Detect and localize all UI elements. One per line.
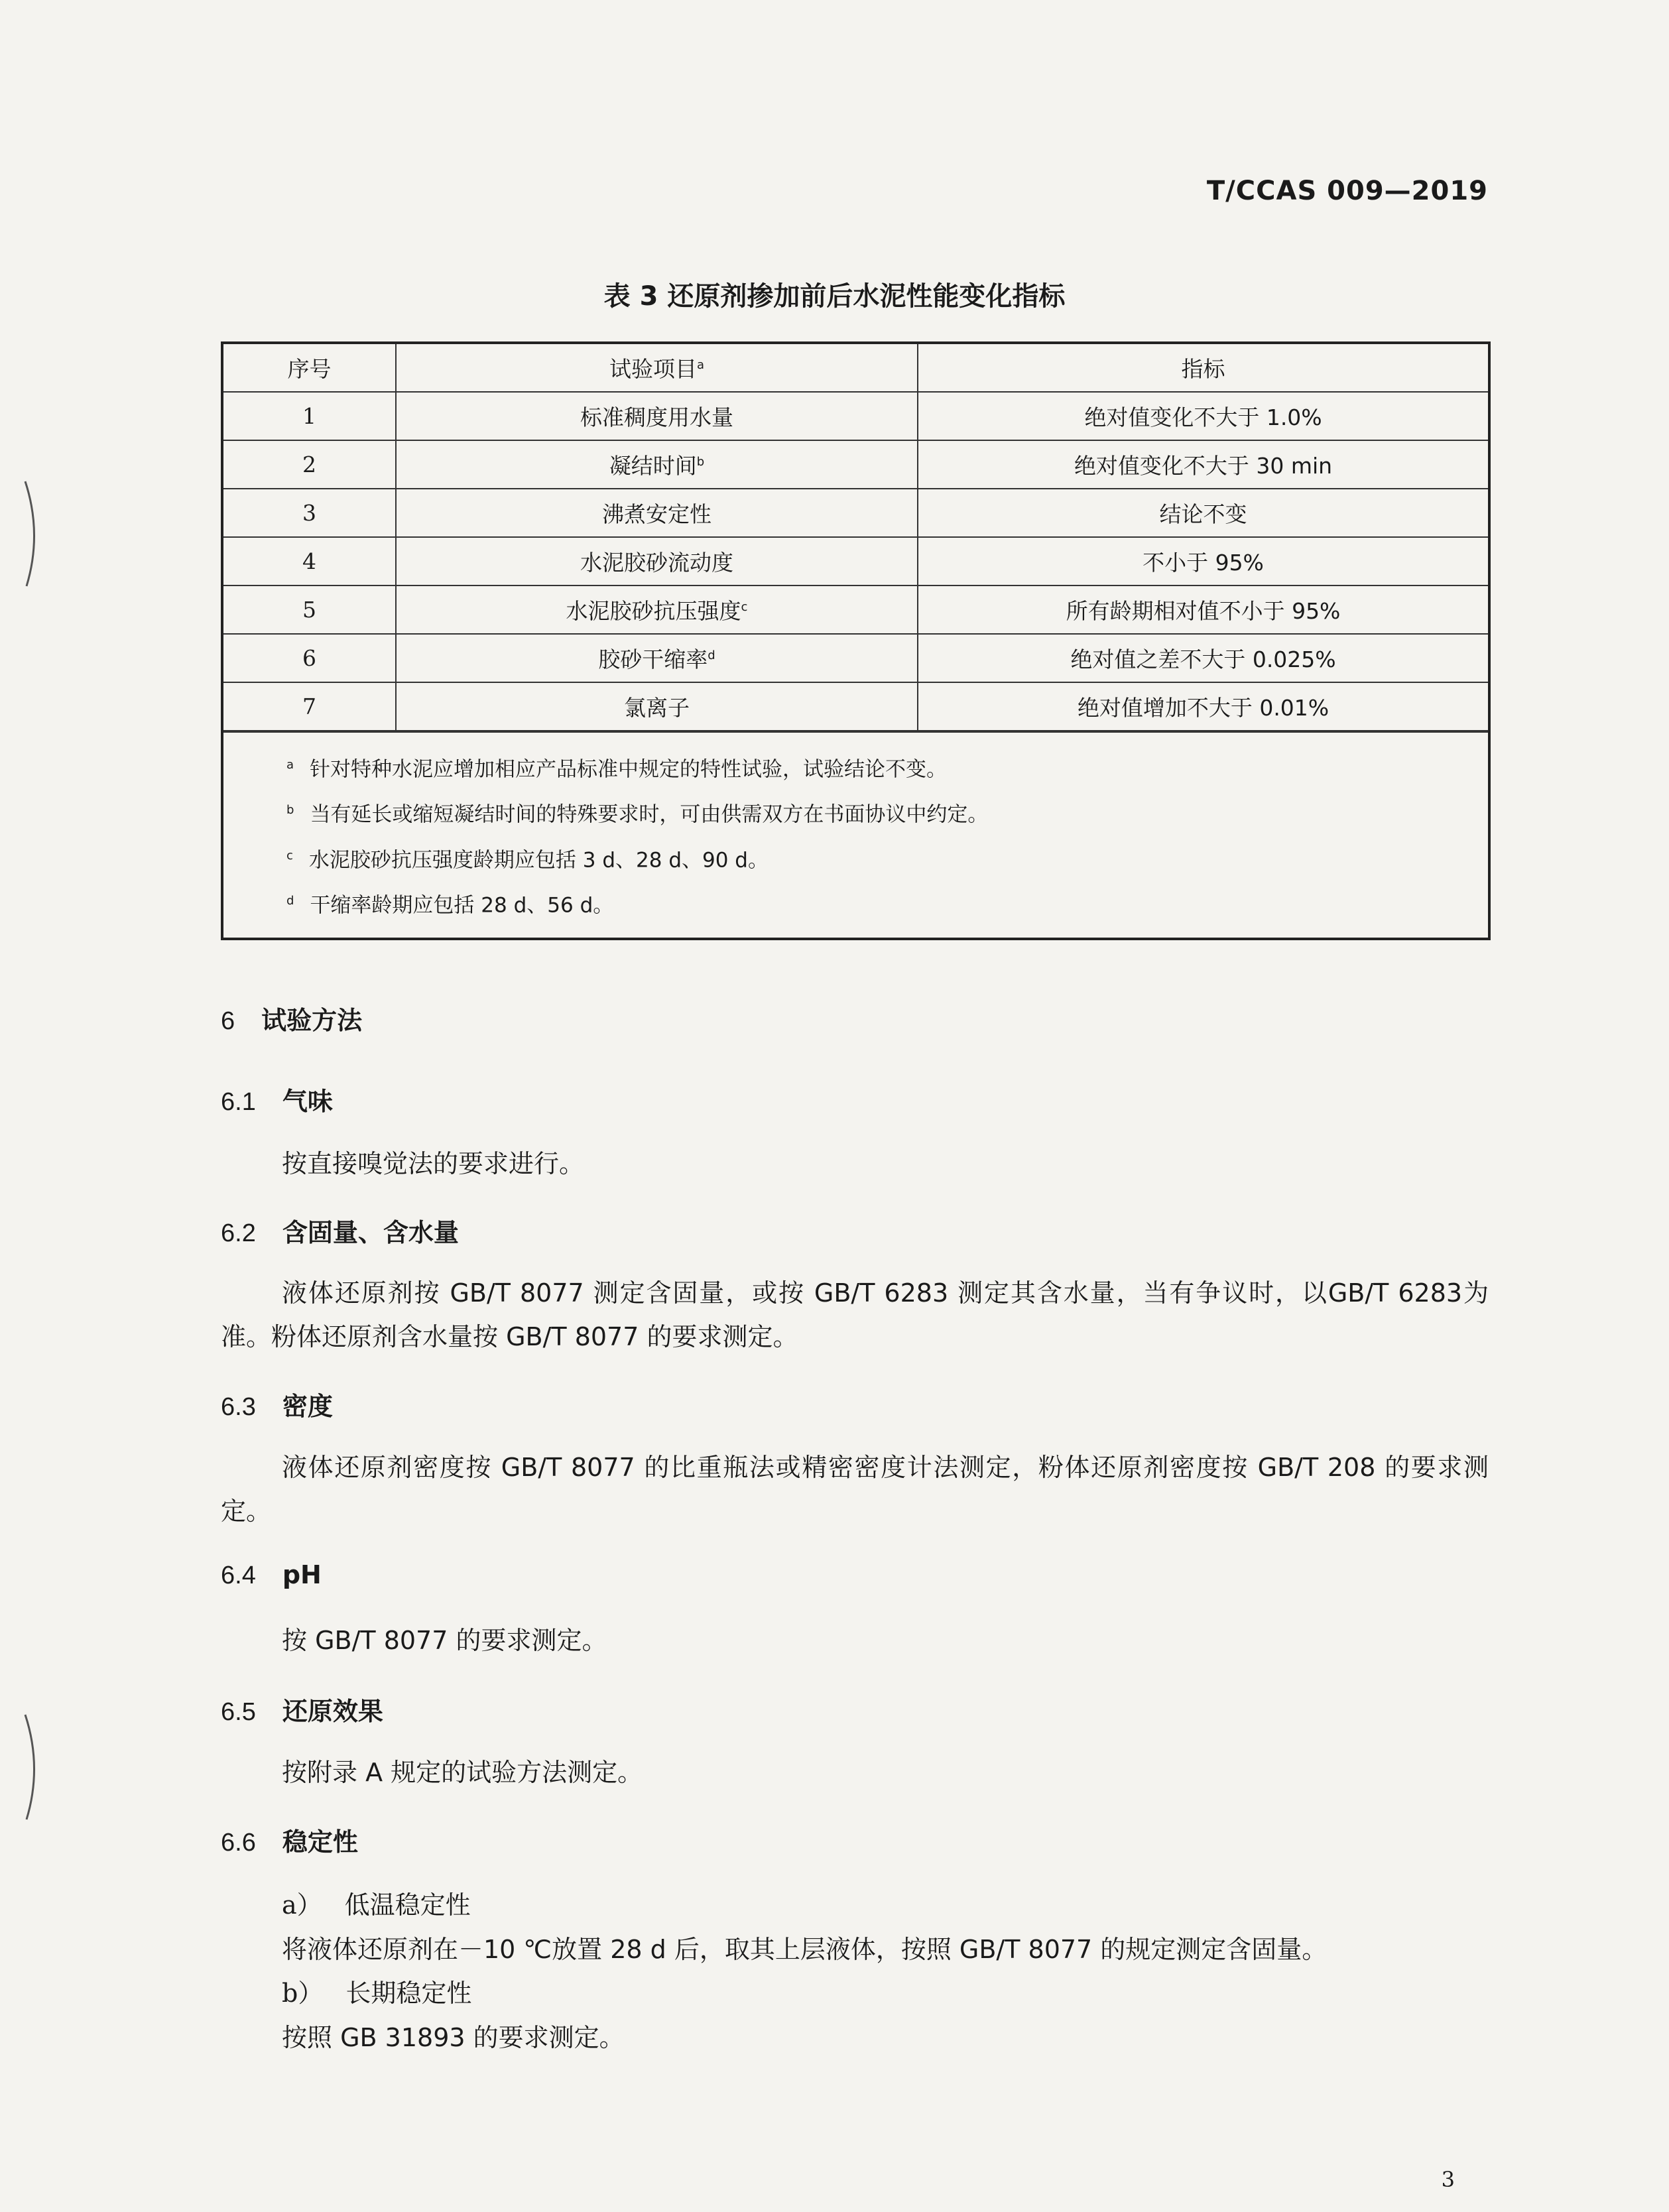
col-header-item-footnote: a	[696, 358, 705, 372]
cell-item-label: 凝结时间	[609, 453, 697, 479]
section-6-4-text: 按 GB/T 8077 的要求测定。	[282, 1626, 607, 1655]
cell-no: 5	[223, 585, 396, 634]
section-number: 6.5	[221, 1698, 256, 1726]
cell-no: 6	[223, 634, 396, 682]
note-mark: d	[286, 893, 294, 908]
col-header-index: 指标	[918, 344, 1488, 392]
table-note	[286, 745, 1488, 790]
cell-index: 绝对值变化不大于 1.0%	[918, 392, 1488, 440]
binding-mark-top	[20, 477, 46, 590]
section-number: 6.6	[221, 1829, 256, 1857]
cell-index: 绝对值变化不大于 30 min	[918, 440, 1488, 489]
cell-item	[396, 682, 918, 731]
cell-item-label: 标准稠度用水量	[580, 404, 733, 430]
cell-index: 绝对值增加不大于 0.01%	[918, 682, 1488, 731]
section-6-3-heading	[221, 1386, 333, 1422]
section-title: 稳定性	[282, 1827, 358, 1857]
note-mark: a	[286, 758, 294, 772]
section-title: 还原效果	[282, 1697, 383, 1726]
section-6-5-heading	[221, 1691, 383, 1727]
item-b-heading	[282, 1973, 471, 2009]
page-number: 3	[1441, 2167, 1455, 2192]
cell-item-label: 胶砂干缩率	[598, 646, 708, 672]
item-a-heading	[282, 1884, 471, 1921]
note-mark: b	[286, 803, 294, 818]
cell-no: 3	[223, 489, 396, 537]
section-title: 含固量、含水量	[282, 1218, 459, 1247]
section-6-3-text: 液体还原剂密度按 GB/T 8077 的比重瓶法或精密密度计法测定，粉体还原剂密度按 GB/T 208 的要求测定。	[221, 1453, 1489, 1526]
cell-item	[396, 392, 918, 440]
cell-no: 7	[223, 682, 396, 731]
cell-no: 2	[223, 440, 396, 489]
cell-index: 结论不变	[918, 489, 1488, 537]
section-title: 密度	[282, 1392, 333, 1421]
cell-item	[396, 634, 918, 682]
section-6-5-text: 按附录 A 规定的试验方法测定。	[282, 1758, 643, 1787]
table-row	[223, 537, 1488, 585]
cell-item-footnote: b	[696, 455, 705, 469]
cell-item	[396, 585, 918, 634]
section-number: 6.2	[221, 1219, 256, 1247]
table-row	[223, 682, 1488, 731]
table-row	[223, 440, 1488, 489]
section-6-6-heading	[221, 1821, 358, 1858]
section-number: 6.3	[221, 1393, 256, 1421]
cell-item	[396, 440, 918, 489]
cell-item	[396, 537, 918, 585]
section-6-1-text: 按直接嗅觉法的要求进行。	[282, 1149, 585, 1178]
section-6-4-heading	[221, 1560, 322, 1590]
section-6-2-heading	[221, 1212, 459, 1249]
section-title: pH	[282, 1560, 322, 1589]
table-header-row	[223, 344, 1488, 392]
item-b-text: 按照 GB 31893 的要求测定。	[282, 2023, 625, 2052]
table-row	[223, 585, 1488, 634]
item-a-text: 将液体还原剂在－10 ℃放置 28 d 后，取其上层液体，按照 GB/T 8077 的规定测定含固量。	[282, 1935, 1328, 1964]
section-number: 6.1	[221, 1088, 256, 1116]
col-header-item-label: 试验项目	[609, 356, 697, 382]
cell-item-label: 氯离子	[624, 695, 690, 721]
note-text: 水泥胶砂抗压强度龄期应包括 3 d、28 d、90 d。	[308, 847, 769, 872]
section-6-2-text: 液体还原剂按 GB/T 8077 测定含固量，或按 GB/T 6283 测定其含水量，当有争议时，以GB/T 6283为准。粉体还原剂含水量按 GB/T 8077 的要求测定。	[221, 1278, 1489, 1351]
note-text: 针对特种水泥应增加相应产品标准中规定的特性试验，试验结论不变。	[310, 757, 948, 782]
section-number: 6	[221, 1007, 235, 1035]
section-title: 气味	[282, 1087, 333, 1116]
cell-item	[396, 489, 918, 537]
table-notes	[223, 731, 1488, 938]
item-title: 长期稳定性	[345, 1979, 472, 2008]
section-6-heading	[221, 1000, 362, 1036]
note-mark: c	[286, 848, 293, 863]
col-header-no: 序号	[223, 344, 396, 392]
item-label: b）	[282, 1979, 324, 2008]
cell-item-label: 水泥胶砂抗压强度	[566, 598, 741, 624]
document-code: T/CCAS 009—2019	[1206, 176, 1488, 206]
cell-item-footnote: c	[741, 600, 748, 614]
col-header-item	[396, 344, 918, 392]
cell-index: 绝对值之差不大于 0.025%	[918, 634, 1488, 682]
cell-item-label: 沸煮安定性	[602, 501, 711, 527]
table-row	[223, 634, 1488, 682]
note-text: 当有延长或缩短凝结时间的特殊要求时，可由供需双方在书面协议中约定。	[310, 802, 989, 827]
section-6-1-heading	[221, 1081, 333, 1117]
note-text: 干缩率龄期应包括 28 d、56 d。	[310, 893, 614, 918]
performance-table	[221, 341, 1491, 940]
section-title: 试验方法	[261, 1006, 363, 1035]
table-caption: 表 3 还原剂掺加前后水泥性能变化指标	[603, 281, 1066, 312]
section-number: 6.4	[221, 1562, 256, 1589]
cell-item-footnote: d	[708, 648, 715, 662]
table-note	[286, 790, 1488, 835]
cell-item-label: 水泥胶砂流动度	[580, 550, 733, 576]
item-title: 低温稳定性	[344, 1890, 471, 1920]
table-note	[286, 881, 1488, 926]
cell-index: 所有龄期相对值不小于 95%	[918, 585, 1488, 634]
table-row	[223, 392, 1488, 440]
item-label: a）	[282, 1890, 322, 1920]
binding-mark-bottom	[20, 1711, 46, 1823]
table-row	[223, 489, 1488, 537]
cell-no: 4	[223, 537, 396, 585]
cell-index: 不小于 95%	[918, 537, 1488, 585]
cell-no: 1	[223, 392, 396, 440]
table-note	[286, 835, 1488, 881]
